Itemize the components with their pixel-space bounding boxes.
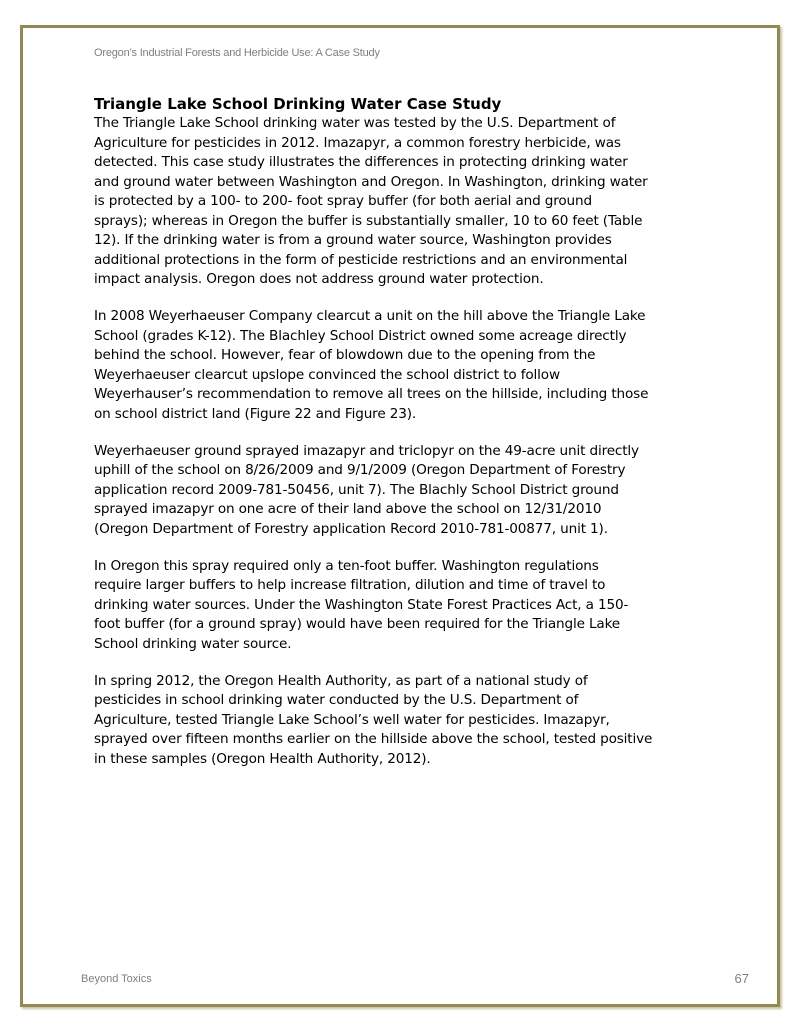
text-line: in these samples (Oregon Health Authority, 2012). xyxy=(94,750,431,767)
text-line: (Oregon Department of Forestry application Record 2010-781-00877, unit 1). xyxy=(94,520,608,537)
text-line: School drinking water source. xyxy=(94,635,292,652)
text-line: School (grades K-12). The Blachley School District owned some acreage directly xyxy=(94,327,627,344)
text-line: Weyerhaeuser clearcut upslope convinced the school district to follow xyxy=(94,366,560,383)
text-line: pesticides in school drinking water conducted by the U.S. Department of xyxy=(94,692,579,708)
paragraph xyxy=(94,442,734,540)
text-line: sprays); whereas in Oregon the buffer is substantially smaller, 10 to 60 feet (Table xyxy=(94,212,643,229)
text-line: Weyerhaeuser ground sprayed imazapyr and triclopyr on the 49-acre unit directly xyxy=(94,442,639,459)
text-line: Agriculture, tested Triangle Lake School’s well water for pesticides. Imazapyr, xyxy=(94,711,610,728)
page-number: 67 xyxy=(734,971,749,986)
text-line: In 2008 Weyerhaeuser Company clearcut a unit on the hill above the Triangle Lake xyxy=(94,308,646,324)
text-line: require larger buffers to help increase filtration, dilution and time of travel to xyxy=(94,577,606,593)
paragraph xyxy=(94,672,734,770)
paragraph xyxy=(94,114,734,290)
text-line: sprayed imazapyr on one acre of their land above the school on 12/31/2010 xyxy=(94,501,602,517)
text-line: additional protections in the form of pesticide restrictions and an environmental xyxy=(94,251,628,268)
text-line: 12). If the drinking water is from a ground water source, Washington provides xyxy=(94,232,612,248)
text-line: application record 2009-781-50456, unit 7). The Blachly School District ground xyxy=(94,481,619,498)
text-line: The Triangle Lake School drinking water was tested by the U.S. Department of xyxy=(94,115,616,131)
text-line: detected. This case study illustrates the differences in protecting drinking water xyxy=(94,154,628,170)
text-line: Weyerhauser’s recommendation to remove all trees on the hillside, including those xyxy=(94,386,649,402)
text-line: impact analysis. Oregon does not address ground water protection. xyxy=(94,271,544,287)
text-line: behind the school. However, fear of blowdown due to the opening from the xyxy=(94,347,596,363)
running-header: Oregon’s Industrial Forests and Herbicide Use: A Case Study xyxy=(94,47,380,59)
text-line: and ground water between Washington and Oregon. In Washington, drinking water xyxy=(94,173,648,190)
text-line: is protected by a 100- to 200- foot spray buffer (for both aerial and ground xyxy=(94,193,592,209)
text-line: uphill of the school on 8/26/2009 and 9/1/2009 (Oregon Department of Forestry xyxy=(94,462,626,478)
section-title: Triangle Lake School Drinking Water Case Study xyxy=(94,95,502,113)
text-line: In Oregon this spray required only a ten-foot buffer. Washington regulations xyxy=(94,557,599,574)
text-line: drinking water sources. Under the Washington State Forest Practices Act, a 150- xyxy=(94,596,629,613)
text-line: sprayed over fifteen months earlier on the hillside above the school, tested positive xyxy=(94,731,653,747)
paragraph xyxy=(94,557,734,655)
document-body xyxy=(94,94,734,787)
text-line: on school district land (Figure 22 and Figure 23). xyxy=(94,405,417,422)
text-line: In spring 2012, the Oregon Health Authority, as part of a national study of xyxy=(94,672,588,689)
paragraphs xyxy=(94,114,734,769)
text-line: Agriculture for pesticides in 2012. Imazapyr, a common forestry herbicide, was xyxy=(94,134,621,151)
footer-organization: Beyond Toxics xyxy=(81,973,152,985)
paragraph xyxy=(94,307,734,424)
text-line: foot buffer (for a ground spray) would have been required for the Triangle Lake xyxy=(94,616,621,632)
